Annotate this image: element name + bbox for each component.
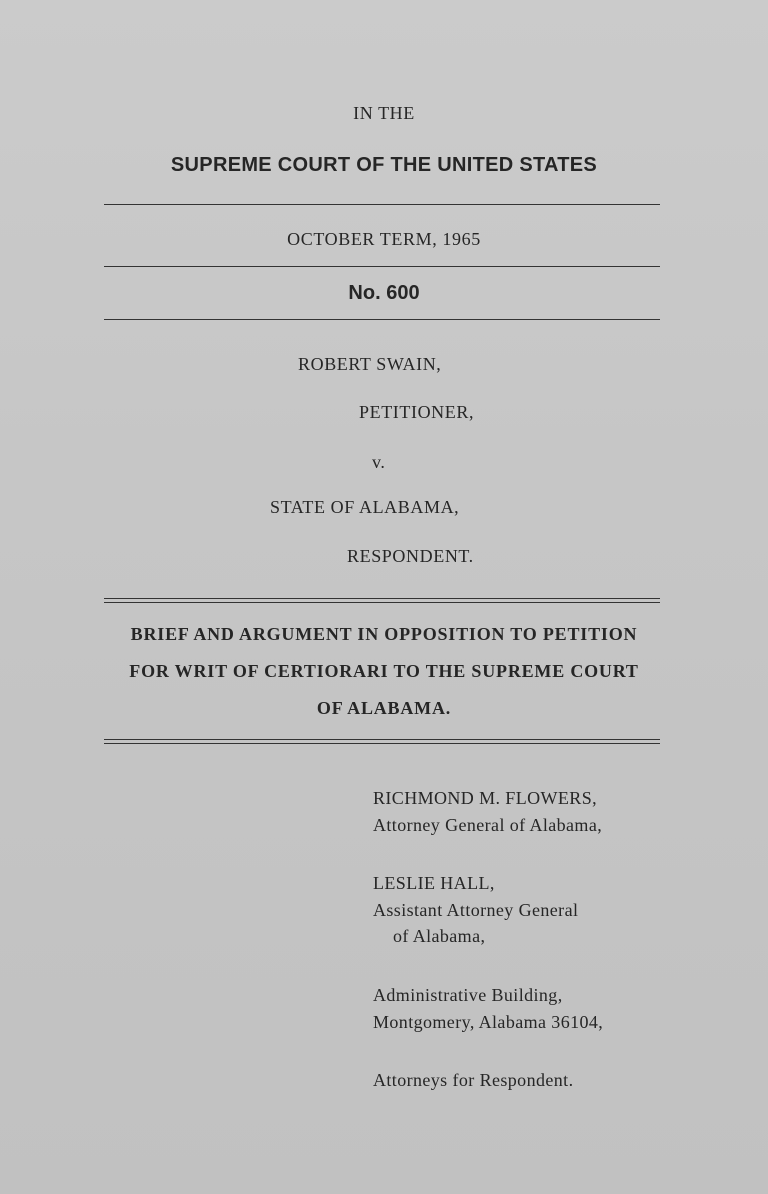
assistant-attorney-name: LESLIE HALL, — [373, 873, 495, 893]
respondent-role: RESPONDENT. — [347, 546, 474, 566]
case-number: No. 600 — [348, 282, 420, 304]
versus-label: v. — [372, 452, 386, 472]
in-the-heading: IN THE — [353, 103, 415, 123]
petitioner-role: PETITIONER, — [359, 402, 475, 422]
court-name: SUPREME COURT OF THE UNITED STATES — [170, 154, 598, 176]
address-line-1: Administrative Building, — [373, 985, 563, 1005]
brief-title-line-2: FOR WRIT OF CERTIORARI TO THE SUPREME COURT — [129, 661, 639, 681]
divider-rule — [104, 204, 660, 205]
attorney-general-title: Attorney General of Alabama, — [373, 815, 603, 835]
respondent-name: STATE OF ALABAMA, — [270, 497, 460, 517]
brief-title-line-3: OF ALABAMA. — [316, 698, 452, 718]
divider-rule — [104, 266, 660, 267]
assistant-attorney-title: Assistant Attorney General — [373, 900, 579, 920]
petitioner-name: ROBERT SWAIN, — [298, 354, 442, 374]
term-heading: OCTOBER TERM, 1965 — [287, 229, 481, 249]
counsel-role: Attorneys for Respondent. — [373, 1070, 574, 1090]
attorney-general-name: RICHMOND M. FLOWERS, — [373, 788, 598, 808]
divider-rule — [104, 319, 660, 320]
double-divider-rule — [104, 598, 660, 603]
brief-title-line-1: BRIEF AND ARGUMENT IN OPPOSITION TO PETITION — [130, 624, 638, 644]
assistant-attorney-title-continued: of Alabama, — [393, 926, 486, 946]
address-line-2: Montgomery, Alabama 36104, — [373, 1012, 604, 1032]
double-divider-rule — [104, 739, 660, 744]
